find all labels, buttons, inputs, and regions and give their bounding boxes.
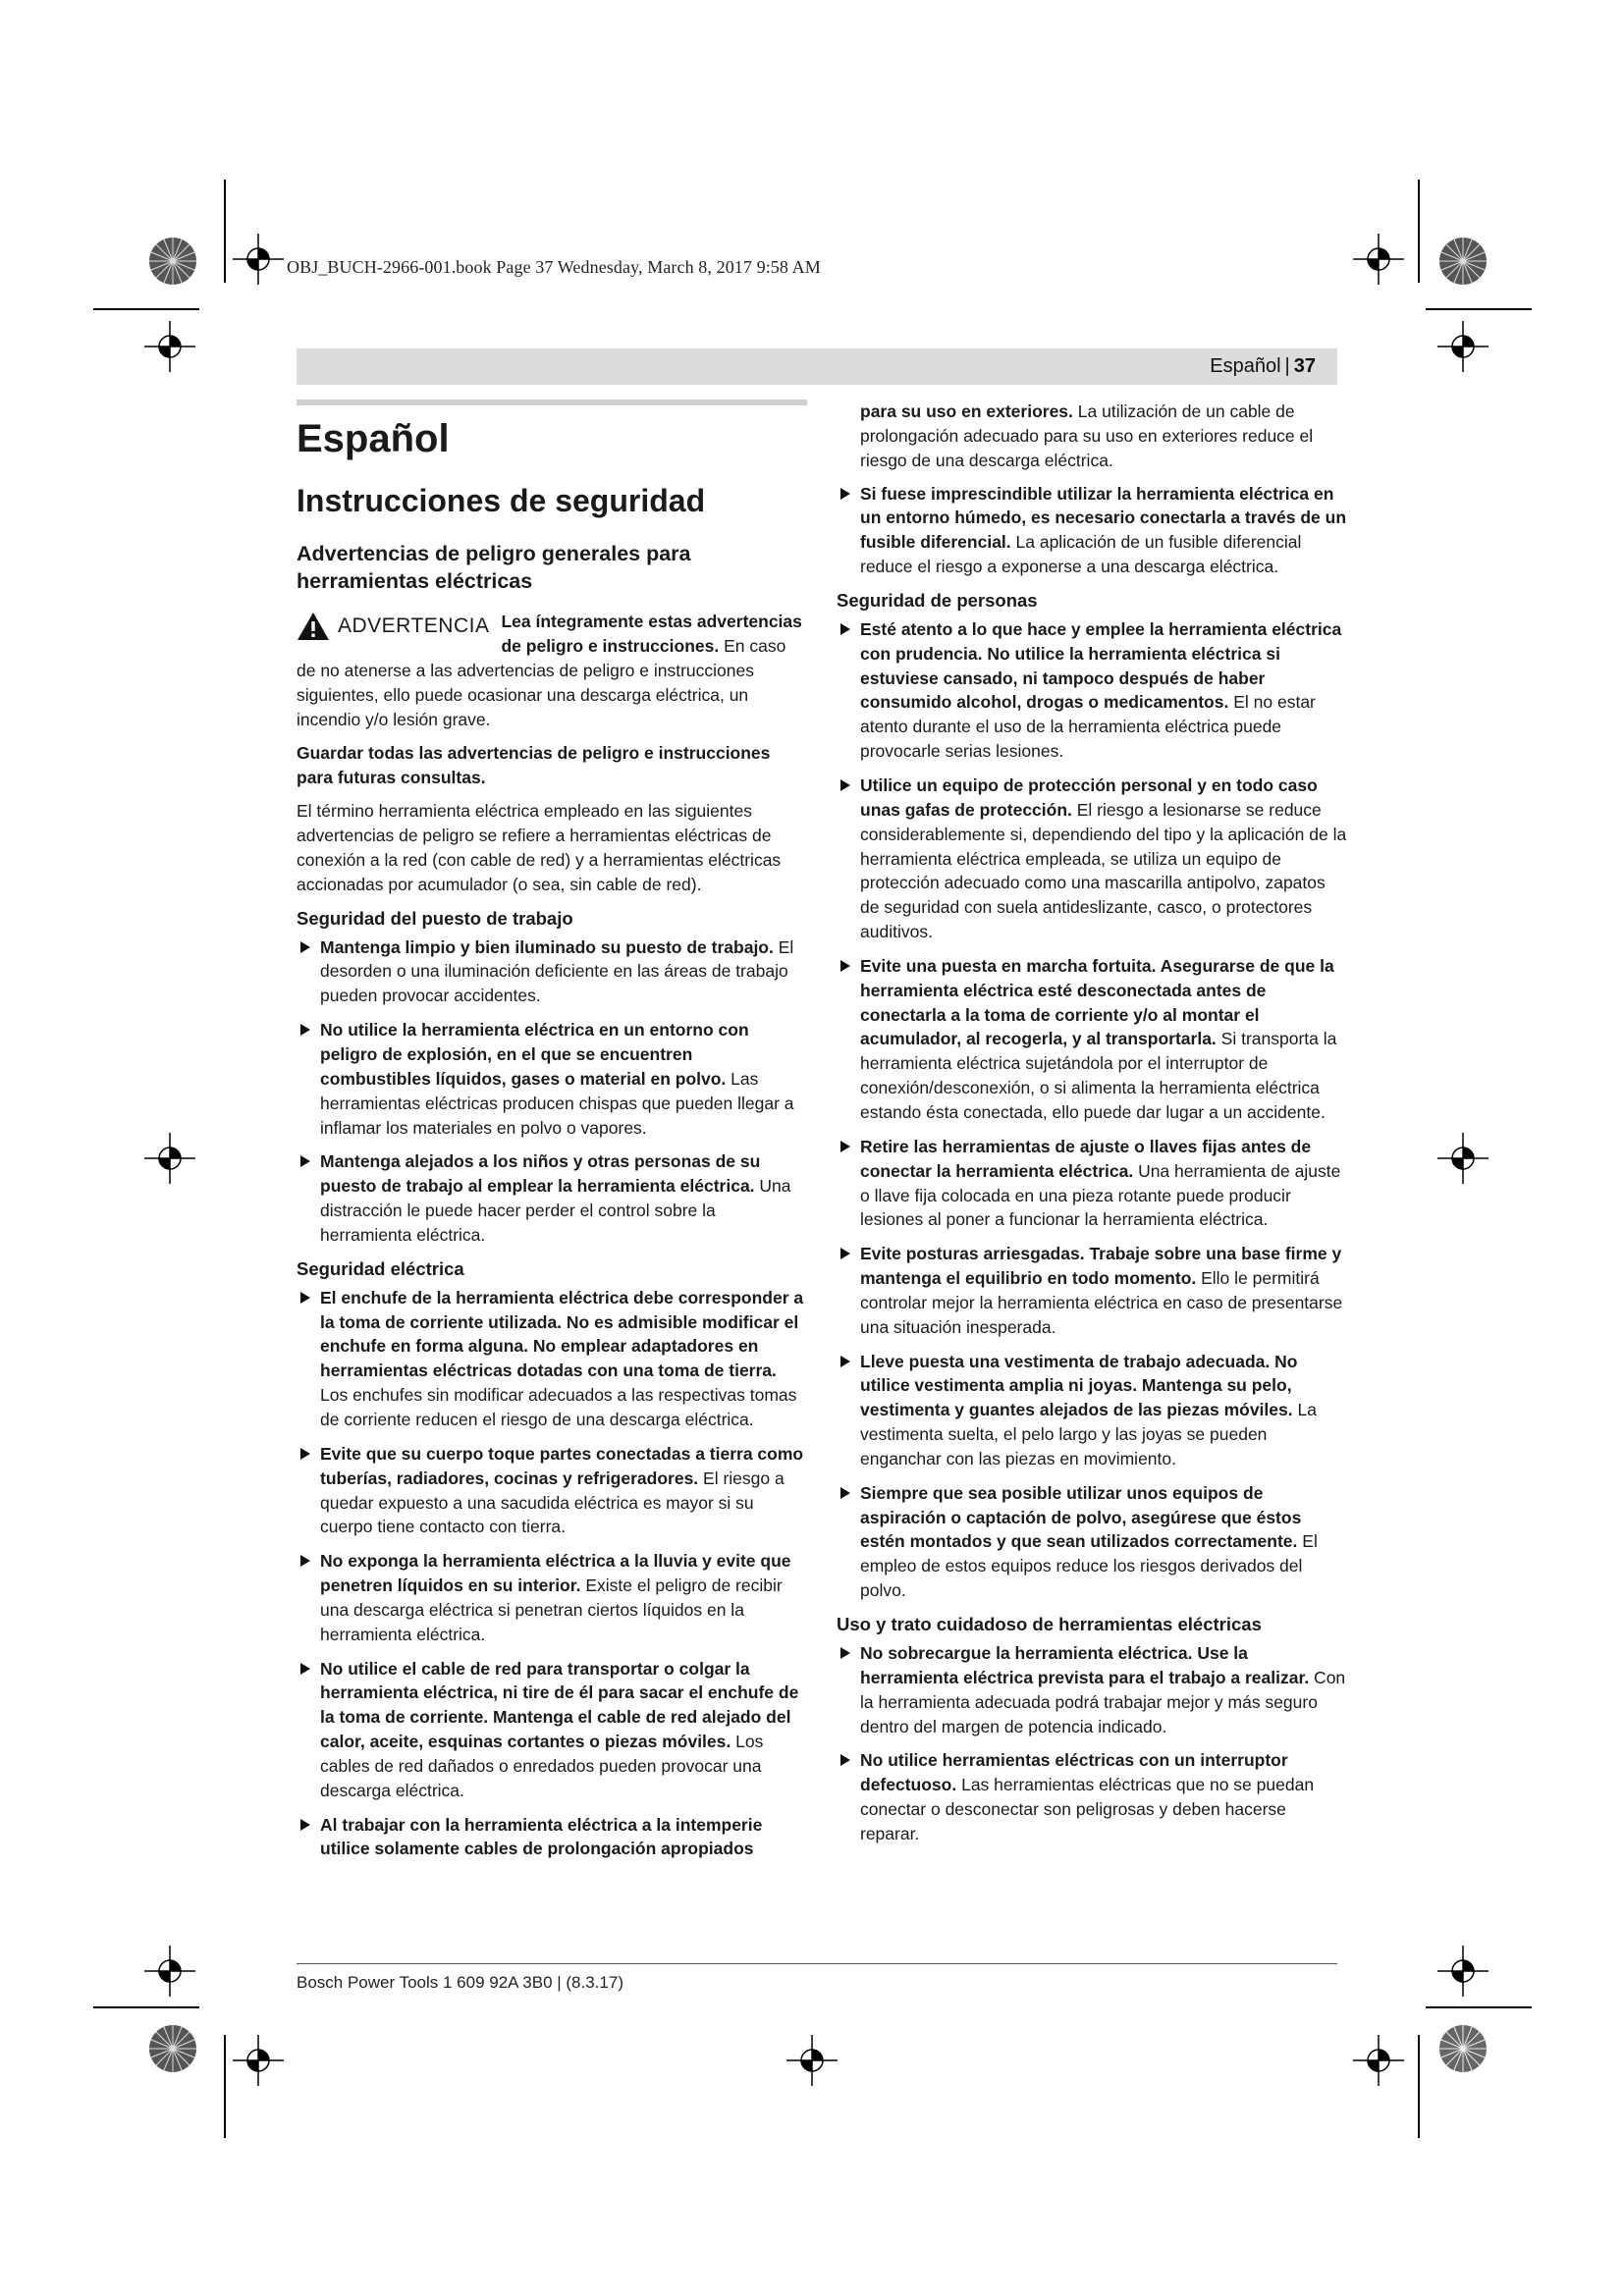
registration-mark-icon — [144, 1133, 195, 1184]
list-item — [297, 935, 807, 1009]
list-item — [837, 1242, 1347, 1339]
crop-mark — [1426, 2006, 1532, 2008]
page-header — [297, 348, 1337, 385]
crop-mark — [93, 2006, 199, 2008]
list-item — [837, 954, 1347, 1125]
item-text: El riesgo a quedar expuesto a una sacudida eléctrica es mayor si su cuerpo tiene contacto con tierra. — [320, 1468, 785, 1537]
crop-mark — [224, 180, 226, 283]
bullet-icon — [300, 1292, 310, 1304]
list-item — [837, 1641, 1347, 1738]
bullet-icon — [840, 1754, 850, 1766]
list-item — [297, 1286, 807, 1432]
item-bold: Esté atento a lo que hace y emplee la herramienta eléctrica con prudencia. No utilice la herramienta eléctrica si estuviese cansado, ni tampoco después de haber consumido alcohol, drogas o medicamentos. — [860, 618, 1342, 713]
page-language: Español — [1210, 355, 1281, 377]
item-bold: Retire las herramientas de ajuste o llaves fijas antes de conectar la herramienta eléctrica. — [860, 1136, 1312, 1181]
continuation-text — [837, 400, 1347, 473]
item-text: Existe el peligro de recibir una descarga eléctrica si penetran ciertos líquidos en la herramienta eléctrica. — [320, 1575, 783, 1644]
registration-mark-icon — [1437, 1133, 1489, 1184]
registration-mark-icon — [144, 321, 195, 372]
item-text: El desorden o una iluminación deficiente en las áreas de trabajo pueden provocar accidentes. — [320, 936, 794, 1006]
heading-care: Uso y trato cuidadoso de herramientas eléctricas — [837, 1614, 1262, 1635]
list-item — [297, 1549, 807, 1646]
registration-mark-icon — [233, 234, 284, 285]
electrical-list — [297, 1286, 807, 1862]
bullet-icon — [300, 1555, 310, 1567]
footer-text: Bosch Power Tools 1 609 92A 3B0 | (8.3.17) — [297, 1973, 623, 1992]
warning-badge — [297, 612, 489, 641]
bullet-icon — [840, 1647, 850, 1659]
bullet-icon — [300, 1663, 310, 1675]
registration-mark-icon — [233, 2035, 284, 2086]
resolution-target-icon — [147, 236, 198, 287]
bullet-icon — [840, 960, 850, 972]
page-title: Español — [297, 417, 450, 460]
list-item — [297, 1149, 807, 1247]
list-item — [837, 1481, 1347, 1603]
registration-mark-icon — [1437, 321, 1489, 372]
list-item — [837, 617, 1347, 764]
definition-text: El término herramienta eléctrica empleado en las siguientes advertencias de peligro se refiere a herramientas eléctricas de conexión a la red (con cable de red) y a herramientas eléctricas accionadas por acumulador (o sea, sin cable de red). — [297, 801, 782, 894]
item-text: Las herramientas eléctricas que no se puedan conectar o desconectar son peligrosas y deben hacerse reparar. — [860, 1775, 1315, 1843]
bullet-icon — [840, 488, 850, 500]
save-note: Guardar todas las advertencias de peligro e instrucciones para futuras consultas. — [297, 743, 771, 788]
item-bold: Si fuese imprescindible utilizar la herramienta eléctrica en un entorno húmedo, es necesario conectarla a través de un fusible diferencial. — [860, 483, 1347, 553]
bullet-icon — [840, 1356, 850, 1367]
bullet-icon — [300, 1448, 310, 1460]
bullet-icon — [840, 1487, 850, 1499]
list-item — [297, 1442, 807, 1539]
item-bold: No utilice el cable de red para transportar o colgar la herramienta eléctrica, ni tire de él para sacar el enchufe de la toma de corriente. Mantenga el cable de red alejado del calor, aceite, esquinas cortantes o piezas móviles. — [320, 1658, 799, 1752]
list-item — [837, 1748, 1347, 1845]
registration-mark-icon — [1353, 2035, 1404, 2086]
right-column — [837, 400, 1347, 1856]
crop-mark — [93, 308, 199, 310]
crop-mark — [1418, 180, 1420, 283]
care-list — [837, 1641, 1347, 1846]
registration-mark-icon — [1437, 1946, 1489, 1997]
subsection-title: Advertencias de peligro generales para herramientas eléctricas — [297, 542, 691, 594]
resolution-target-icon — [1437, 236, 1489, 287]
item-bold: No utilice herramientas eléctricas con un interruptor defectuoso. — [860, 1750, 1288, 1795]
registration-mark-icon — [1353, 234, 1404, 285]
item-bold: Mantenga limpio y bien iluminado su puesto de trabajo. — [320, 936, 774, 957]
warning-bold: Lea íntegramente estas advertencias de peligro e instrucciones. — [501, 612, 802, 657]
heading-workplace: Seguridad del puesto de trabajo — [297, 907, 573, 929]
item-bold: Evite que su cuerpo toque partes conectadas a tierra como tuberías, radiadores, cocinas y refrigeradores. — [320, 1443, 804, 1488]
item-text: Los cables de red dañados o enredados pueden provocar una descarga eléctrica. — [320, 1732, 764, 1800]
heading-electrical: Seguridad eléctrica — [297, 1257, 464, 1279]
item-text: Con la herramienta adecuada podrá trabajar mejor y más seguro dentro del margen de potencia indicado. — [860, 1667, 1346, 1736]
page-separator: | — [1284, 355, 1290, 377]
page-number: 37 — [1293, 355, 1316, 377]
heading-personal: Seguridad de personas — [837, 589, 1038, 611]
crop-mark — [1426, 308, 1532, 310]
item-bold: No sobrecargue la herramienta eléctrica. Use la herramienta eléctrica prevista para el trabajo a realizar. — [860, 1643, 1310, 1687]
section-title: Instrucciones de seguridad — [297, 483, 706, 518]
item-text: Ello le permitirá controlar mejor la herramienta eléctrica en caso de presentarse una situación inesperada. — [860, 1268, 1343, 1337]
workplace-list — [297, 935, 807, 1248]
bullet-icon — [300, 941, 310, 953]
bullet-icon — [840, 623, 850, 635]
item-text: El riesgo a lesionarse se reduce considerablemente si, dependiendo del tipo y la aplicación de la herramienta eléctrica empleada, se utiliza un equipo de protección adecuado como una mascarilla antipolvo, zapatos de seguridad con suela antideslizante, casco, o protectores auditivos. — [860, 799, 1347, 942]
item-text: Una herramienta de ajuste o llave fija colocada en una pieza rotante puede producir lesiones al poner a funcionar la herramienta eléctrica. — [860, 1160, 1341, 1230]
item-text: La utilización de un cable de prolongación adecuado para su uso en exteriores reduce el riesgo de una descarga eléctrica. — [860, 401, 1314, 470]
bullet-icon — [840, 1248, 850, 1259]
list-item — [837, 482, 1347, 579]
item-bold: para su uso en exteriores. — [860, 401, 1073, 421]
bullet-icon — [300, 1024, 310, 1036]
bullet-icon — [840, 1141, 850, 1152]
list-item — [837, 1350, 1347, 1471]
title-rule — [297, 400, 807, 405]
item-bold: Al trabajar con la herramienta eléctrica a la intemperie utilice solamente cables de prolongación apropiados — [320, 1814, 763, 1859]
item-bold: Lleve puesta una vestimenta de trabajo adecuada. No utilice vestimenta amplia ni joyas. Mantenga su pelo, vestimenta y guantes alejados de las piezas móviles. — [860, 1351, 1298, 1420]
item-text: La aplicación de un fusible diferencial reduce el riesgo a exponerse a una descarga eléctrica. — [860, 532, 1302, 577]
item-text: Los enchufes sin modificar adecuados a las respectivas tomas de corriente reducen el riesgo de una descarga eléctrica. — [320, 1385, 797, 1429]
item-text: Una distracción le puede hacer perder el control sobre la herramienta eléctrica. — [320, 1176, 791, 1245]
item-bold: Mantenga alejados a los niños y otras personas de su puesto de trabajo al emplear la herramienta eléctrica. — [320, 1151, 761, 1197]
file-header: OBJ_BUCH-2966-001.book Page 37 Wednesday, March 8, 2017 9:58 AM — [287, 257, 821, 277]
left-column — [297, 400, 807, 1871]
item-bold: Utilice un equipo de protección personal y en todo caso unas gafas de protección. — [860, 775, 1318, 820]
item-text: El no estar atento durante el uso de la herramienta eléctrica puede provocarle serias lesiones. — [860, 692, 1316, 762]
item-bold: No utilice la herramienta eléctrica en un entorno con peligro de explosión, en el que se encuentren combustibles líquidos, gases o material en polvo. — [320, 1020, 749, 1089]
item-bold: El enchufe de la herramienta eléctrica debe corresponder a la toma de corriente utilizada. No es admisible modificar el enchufe en forma alguna. No emplear adaptadores en herramientas eléctricas dotadas con una toma de tierra. — [320, 1287, 804, 1381]
item-text: La vestimenta suelta, el pelo largo y las joyas se pueden enganchar con las piezas en movimiento. — [860, 1400, 1317, 1468]
item-text: Las herramientas eléctricas producen chispas que pueden llegar a inflamar los materiales en polvo o vapores. — [320, 1068, 794, 1138]
personal-list — [837, 617, 1347, 1603]
electrical-list-continued — [837, 482, 1347, 579]
warning-block — [297, 610, 807, 731]
list-item — [297, 1813, 807, 1862]
bullet-icon — [300, 1155, 310, 1167]
list-item — [297, 1657, 807, 1803]
warning-label: ADVERTENCIA — [338, 614, 490, 638]
list-item — [837, 774, 1347, 944]
warning-triangle-icon — [297, 612, 330, 641]
footer-rule — [297, 1963, 1337, 1964]
registration-mark-icon — [144, 1946, 195, 1997]
crop-mark — [224, 2035, 226, 2138]
bullet-icon — [840, 779, 850, 791]
list-item — [837, 1135, 1347, 1232]
item-text: El empleo de estos equipos reduce los riesgos derivados del polvo. — [860, 1531, 1318, 1601]
resolution-target-icon — [1437, 2023, 1489, 2074]
list-item — [297, 1018, 807, 1140]
resolution-target-icon — [147, 2023, 198, 2074]
item-bold: Evite posturas arriesgadas. Trabaje sobre una base firme y mantenga el equilibrio en todo momento. — [860, 1244, 1342, 1289]
item-text: Si transporta la herramienta eléctrica sujetándola por el interruptor de conexión/desconexión, o si alimenta la herramienta eléctrica estando ésta conectada, ello puede dar lugar a un accidente. — [860, 1029, 1337, 1122]
page-label — [1210, 355, 1316, 378]
item-bold: Evite una puesta en marcha fortuita. Asegurarse de que la herramienta eléctrica esté desconectada antes de conectarla a la toma de corriente y/o al montar el acumulador, al recogerla, y al transportarla. — [860, 955, 1334, 1049]
item-bold: No exponga la herramienta eléctrica a la lluvia y evite que penetren líquidos en su interior. — [320, 1551, 791, 1596]
crop-mark — [1418, 2035, 1420, 2138]
registration-mark-icon — [786, 2035, 838, 2086]
warning-body: En caso de no atenerse a las advertencias de peligro e instrucciones siguientes, ello puede ocasionar una descarga eléctrica, un incendio y/o lesión grave. — [297, 636, 786, 729]
bullet-icon — [300, 1819, 310, 1831]
item-bold: Siempre que sea posible utilizar unos equipos de aspiración o captación de polvo, asegúrese que éstos estén montados y que sean utilizados correctamente. — [860, 1482, 1302, 1552]
